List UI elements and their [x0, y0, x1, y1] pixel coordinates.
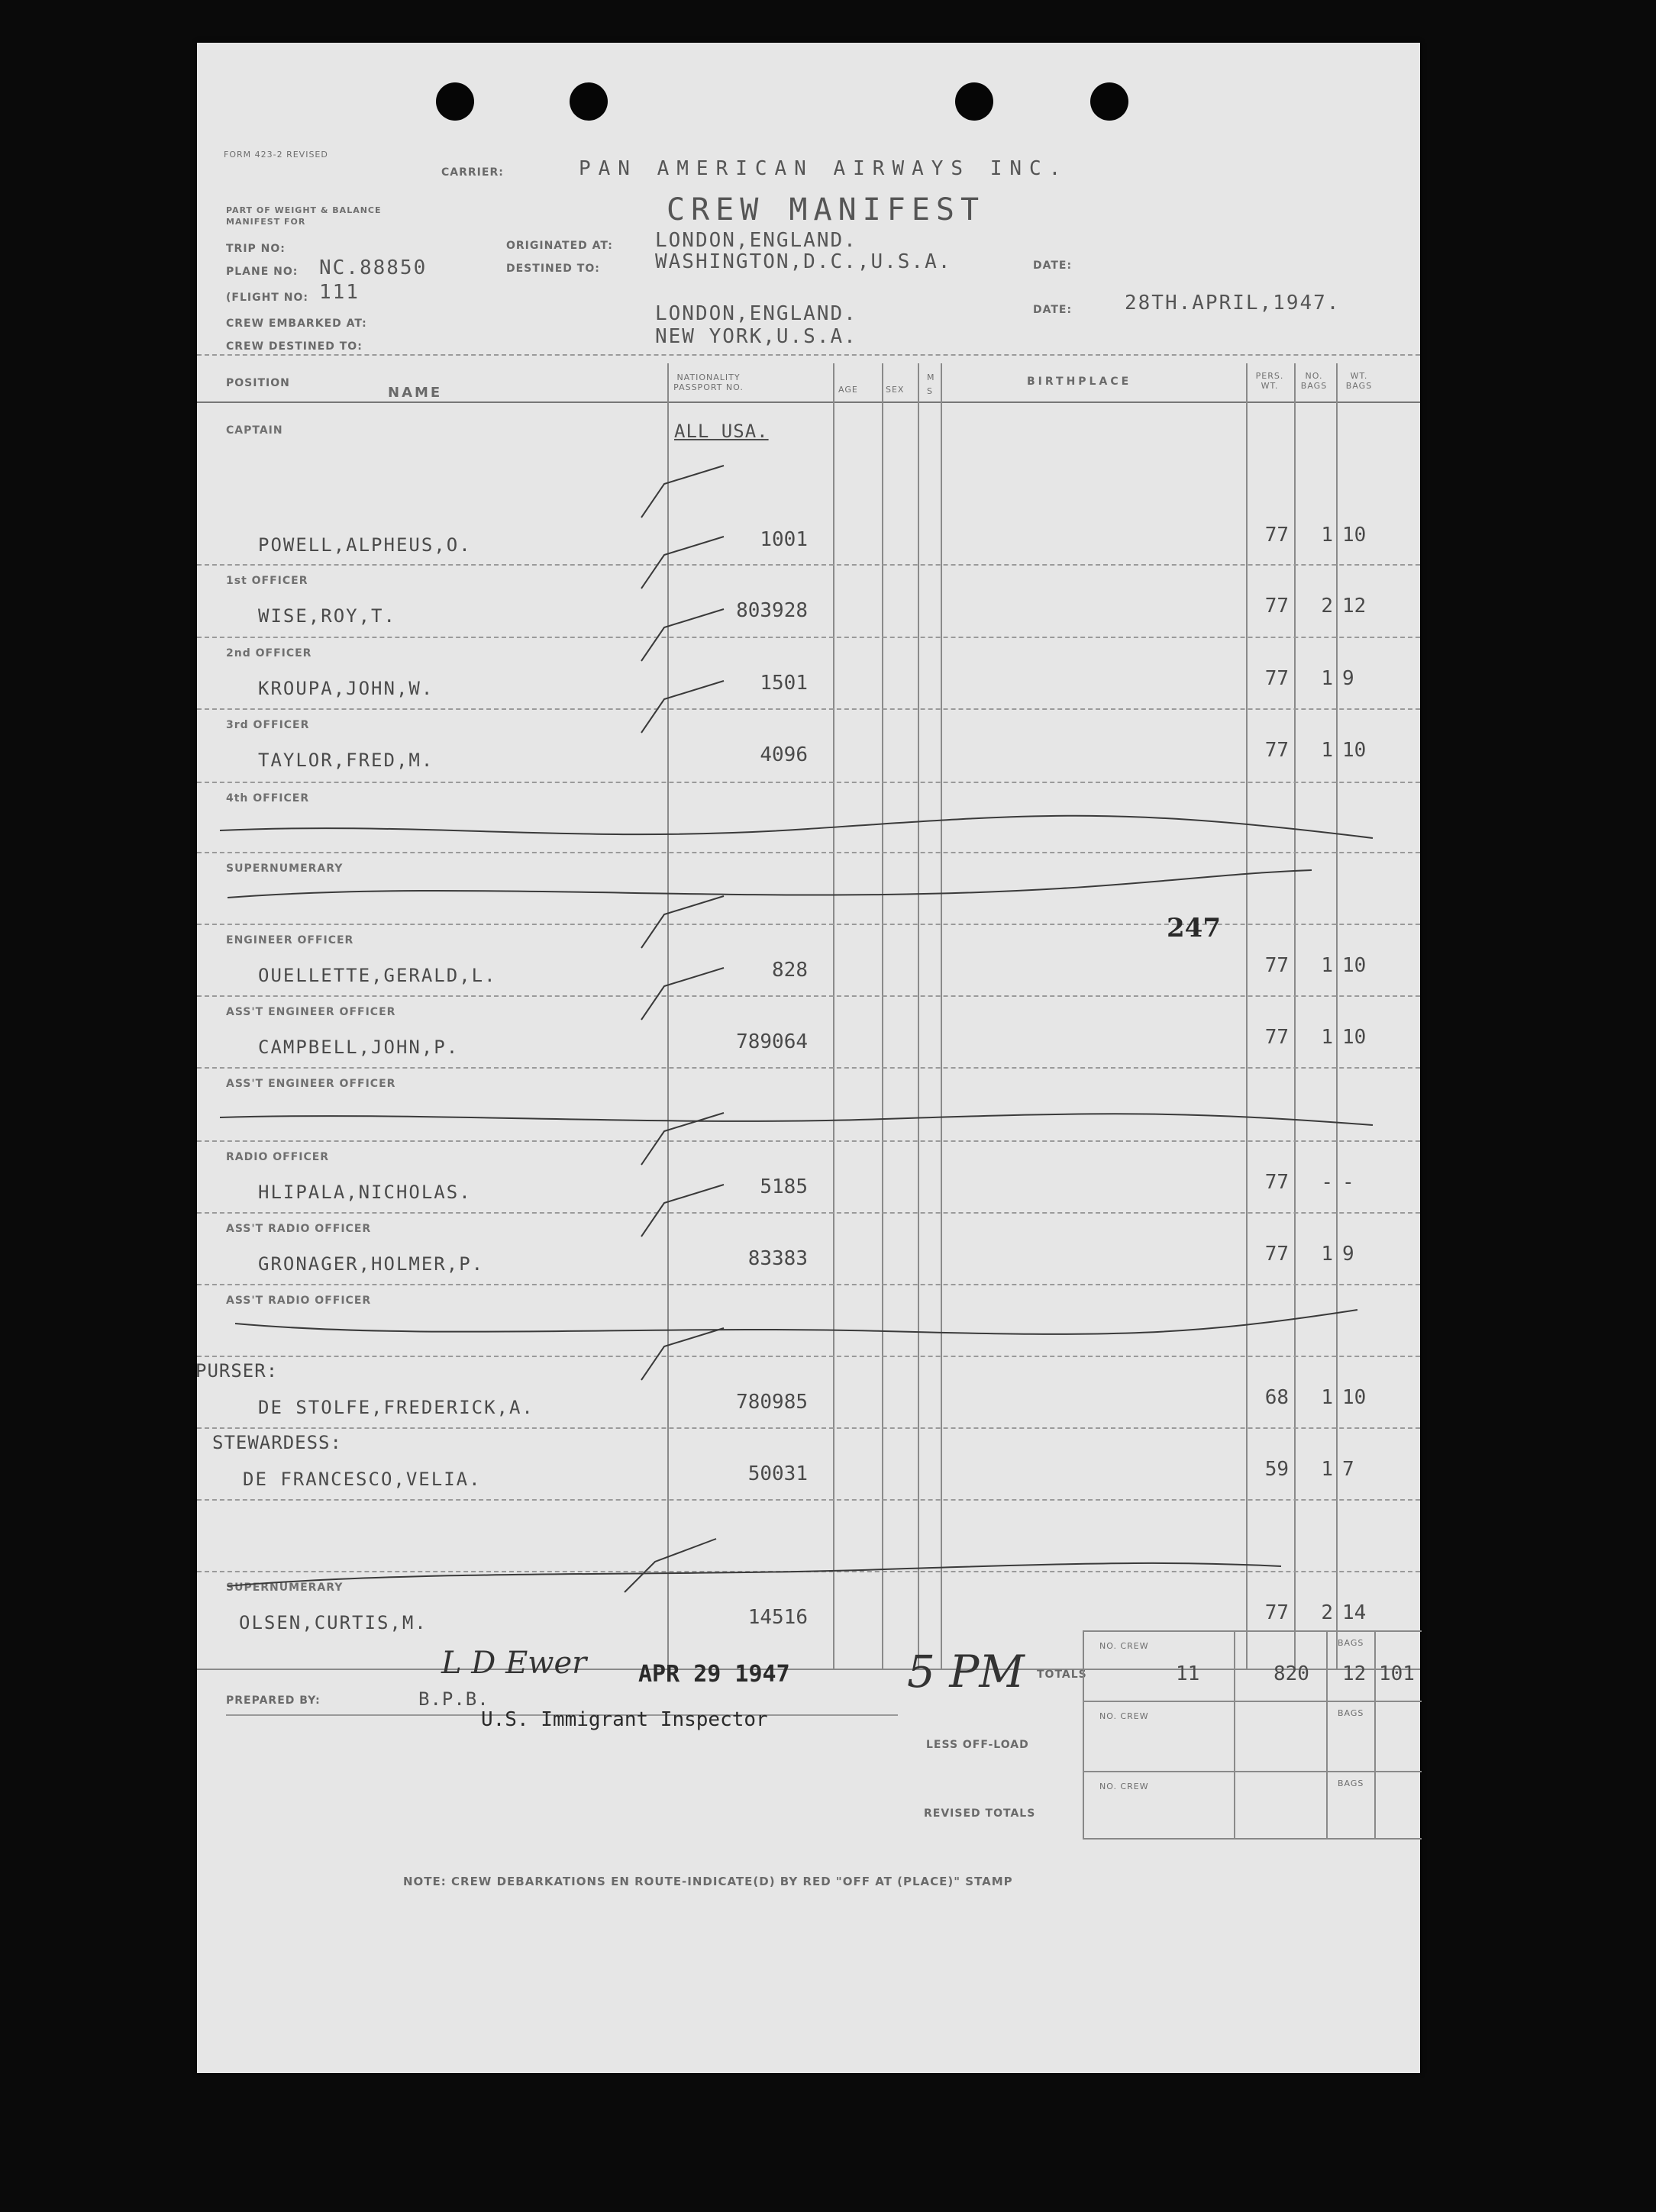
col-pers-wt: PERS. WT. [1255, 371, 1284, 391]
crew-passport: 828 [772, 959, 808, 982]
col-ms: M S [927, 372, 935, 396]
crew-name: WISE,ROY,T. [258, 605, 396, 627]
prepared-by-label: PREPARED BY: [226, 1694, 321, 1707]
crew-position: RADIO OFFICER [226, 1151, 330, 1163]
crew-passport: 14516 [747, 1606, 808, 1629]
handwritten-marks [197, 43, 1420, 2073]
crew-pers-wt: 77 [1264, 1243, 1289, 1266]
crew-name: GRONAGER,HOLMER,P. [258, 1253, 485, 1275]
crew-wt-bags: 9 [1342, 667, 1354, 690]
crew-destined-label: CREW DESTINED TO: [226, 340, 363, 353]
check-mark [641, 466, 724, 518]
crew-wt-bags: 9 [1342, 1243, 1354, 1266]
crew-name: CAMPBELL,JOHN,P. [258, 1037, 460, 1058]
crew-name: DE STOLFE,FREDERICK,A. [258, 1397, 534, 1418]
crew-wt-bags: 10 [1342, 739, 1367, 762]
crew-passport: 1001 [760, 528, 808, 551]
plane-no: NC.88850 [319, 256, 428, 279]
total-weight: 820 [1273, 1662, 1309, 1685]
flight-no-label: (FLIGHT NO: [226, 292, 308, 304]
crew-wt-bags: 14 [1342, 1601, 1367, 1624]
no-crew-label: NO. CREW [1099, 1641, 1149, 1651]
check-mark [641, 681, 724, 733]
crew-position: SUPERNUMERARY [226, 863, 344, 875]
crew-bags: 2 [1321, 595, 1333, 617]
prepared-by-value: B.P.B. [418, 1688, 489, 1710]
col-sex: SEX [886, 385, 905, 395]
bags-label-3: BAGS [1338, 1778, 1364, 1788]
crew-bags: 1 [1321, 954, 1333, 977]
crew-position: ENGINEER OFFICER [226, 934, 354, 946]
crew-position: 4th OFFICER [226, 792, 310, 805]
check-mark [641, 609, 724, 661]
crew-pers-wt: 68 [1264, 1386, 1289, 1409]
crew-name: KROUPA,JOHN,W. [258, 678, 434, 699]
trip-no-label: TRIP NO: [226, 243, 286, 255]
crew-pers-wt: 77 [1264, 595, 1289, 617]
crew-bags: 1 [1321, 1026, 1333, 1049]
crew-wt-bags: 10 [1342, 1026, 1367, 1049]
crew-position: SUPERNUMERARY [226, 1582, 344, 1594]
total-crew: 11 [1176, 1662, 1200, 1685]
crew-name: DE FRANCESCO,VELIA. [243, 1469, 482, 1490]
crew-position: ASS'T ENGINEER OFFICER [226, 1006, 396, 1018]
originated-value: LONDON,ENGLAND. [655, 229, 857, 252]
time-note: 5 PM [907, 1646, 1025, 1698]
revised-totals-label: REVISED TOTALS [924, 1807, 1036, 1820]
strike-line [235, 1310, 1357, 1334]
less-offload-label: LESS OFF-LOAD [926, 1739, 1029, 1751]
crew-position: 3rd OFFICER [226, 719, 310, 731]
crew-name: OUELLETTE,GERALD,L. [258, 965, 497, 986]
carrier-label: CARRIER: [441, 166, 504, 179]
crew-bags: 1 [1321, 1458, 1333, 1481]
plane-no-label: PLANE NO: [226, 266, 299, 278]
nationality-all: ALL USA. [674, 421, 769, 442]
crew-passport: 780985 [736, 1391, 808, 1414]
crew-embarked-label: CREW EMBARKED AT: [226, 318, 367, 330]
col-no-bags: NO. BAGS [1300, 371, 1328, 391]
date-label: DATE: [1033, 260, 1073, 272]
inspector-signature: L D Ewer [441, 1646, 587, 1681]
bags-label: BAGS [1338, 1638, 1364, 1648]
crew-wt-bags: 12 [1342, 595, 1367, 617]
crew-pers-wt: 77 [1264, 1026, 1289, 1049]
crew-passport: 83383 [747, 1247, 808, 1270]
crew-passport: 50031 [747, 1462, 808, 1485]
strike-line [228, 1563, 1281, 1586]
crew-passport: 789064 [736, 1030, 808, 1053]
bags-label-2: BAGS [1338, 1708, 1364, 1718]
crew-destined-value: NEW YORK,U.S.A. [655, 325, 857, 348]
date-label-2: DATE: [1033, 304, 1073, 316]
crew-position: ASS'T ENGINEER OFFICER [226, 1078, 396, 1090]
manifest-title: CREW MANIFEST [667, 192, 986, 227]
stamp-title: U.S. Immigrant Inspector [481, 1708, 768, 1731]
crew-name: OLSEN,CURTIS,M. [239, 1612, 428, 1633]
crew-position: STEWARDESS: [212, 1432, 342, 1453]
destined-label: DESTINED TO: [506, 263, 600, 275]
crew-bags: 1 [1321, 524, 1333, 547]
crew-position: ASS'T RADIO OFFICER [226, 1295, 372, 1307]
col-age: AGE [838, 385, 858, 395]
crew-wt-bags: - [1342, 1171, 1354, 1194]
check-mark [641, 1185, 724, 1237]
stamp-date: APR 29 1947 [638, 1661, 790, 1688]
col-wt-bags: WT. BAGS [1345, 371, 1373, 391]
crew-wt-bags: 10 [1342, 1386, 1367, 1409]
crew-pers-wt: 77 [1264, 1171, 1289, 1194]
strike-line [220, 1114, 1373, 1125]
crew-position: PURSER: [195, 1360, 279, 1382]
no-crew-label-2: NO. CREW [1099, 1711, 1149, 1721]
manifest-page [197, 43, 1420, 2073]
crew-bags: 1 [1321, 1386, 1333, 1409]
col-nationality: NATIONALITY PASSPORT NO. [673, 372, 744, 392]
crew-passport: 5185 [760, 1175, 808, 1198]
crew-pers-wt: 77 [1264, 739, 1289, 762]
crew-pers-wt: 77 [1264, 667, 1289, 690]
manifest-date: 28TH.APRIL,1947. [1125, 292, 1341, 314]
no-crew-label-3: NO. CREW [1099, 1782, 1149, 1791]
crew-pers-wt: 77 [1264, 524, 1289, 547]
check-mark [641, 537, 724, 588]
crew-wt-bags: 10 [1342, 954, 1367, 977]
originated-label: ORIGINATED AT: [506, 240, 613, 252]
destined-value: WASHINGTON,D.C.,U.S.A. [655, 250, 952, 273]
crew-wt-bags: 10 [1342, 524, 1367, 547]
handwritten-number: 247 [1167, 913, 1221, 943]
col-birthplace: BIRTHPLACE [1027, 376, 1132, 388]
crew-name: HLIPALA,NICHOLAS. [258, 1182, 472, 1203]
check-mark [641, 968, 724, 1020]
crew-position: 2nd OFFICER [226, 647, 312, 659]
crew-passport: 4096 [760, 743, 808, 766]
crew-name: TAYLOR,FRED,M. [258, 750, 434, 771]
check-mark [641, 1328, 724, 1380]
check-mark [641, 896, 724, 948]
crew-position: CAPTAIN [226, 424, 283, 437]
crew-bags: 2 [1321, 1601, 1333, 1624]
form-number: FORM 423-2 REVISED [224, 150, 328, 160]
crew-passport: 1501 [760, 672, 808, 695]
totals-label: TOTALS [1037, 1669, 1087, 1681]
crew-position: 1st OFFICER [226, 575, 308, 587]
crew-pers-wt: 59 [1264, 1458, 1289, 1481]
embarked-value: LONDON,ENGLAND. [655, 302, 857, 325]
carrier-name: PAN AMERICAN AIRWAYS INC. [579, 157, 1069, 180]
flight-no: 111 [319, 281, 360, 304]
crew-bags: 1 [1321, 1243, 1333, 1266]
total-bags: 12 [1342, 1662, 1367, 1685]
crew-name: POWELL,ALPHEUS,O. [258, 534, 472, 556]
crew-pers-wt: 77 [1264, 954, 1289, 977]
col-position: POSITION [226, 377, 290, 389]
crew-bags: 1 [1321, 667, 1333, 690]
col-name: NAME [388, 385, 443, 401]
crew-pers-wt: 77 [1264, 1601, 1289, 1624]
crew-passport: 803928 [736, 599, 808, 622]
check-mark [625, 1539, 716, 1592]
crew-bags: 1 [1321, 739, 1333, 762]
strike-line [220, 816, 1373, 838]
part-of-manifest-label: PART OF WEIGHT & BALANCE MANIFEST FOR [226, 205, 382, 227]
crew-wt-bags: 7 [1342, 1458, 1354, 1481]
footer-note: NOTE: CREW DEBARKATIONS EN ROUTE-INDICATE(D) BY RED "OFF AT (PLACE)" STAMP [403, 1875, 1013, 1888]
crew-position: ASS'T RADIO OFFICER [226, 1223, 372, 1235]
crew-bags: - [1321, 1171, 1333, 1194]
total-bag-weight: 101 [1379, 1662, 1415, 1685]
strike-line [228, 870, 1312, 898]
